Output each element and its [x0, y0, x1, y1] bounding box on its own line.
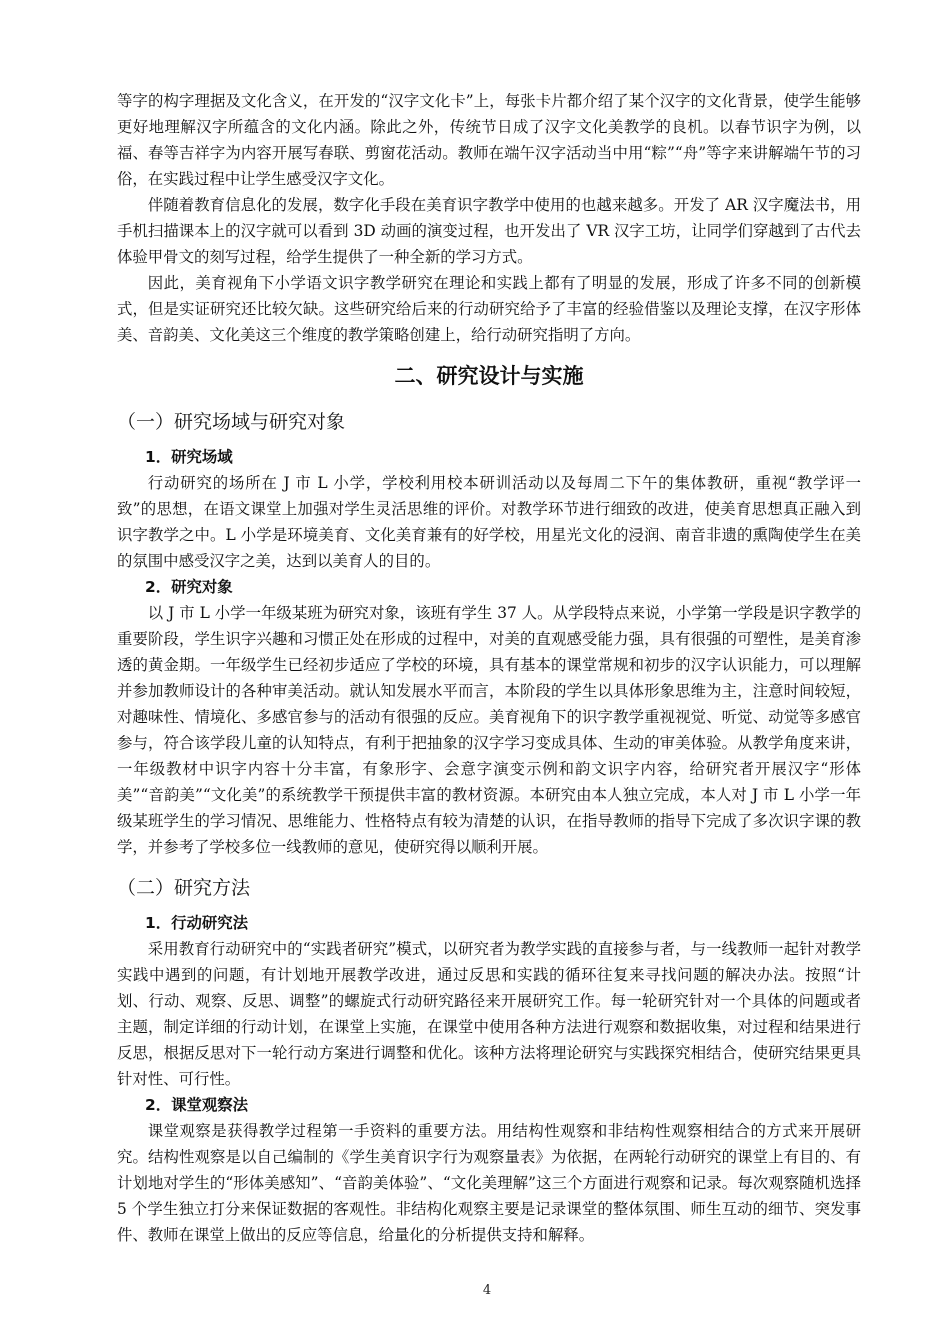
paragraph-cultural-cards: 等字的构字理据及文化含义，在开发的“汉字文化卡”上，每张卡片都介绍了某个汉字的文化背景，使学生能够更好地理解汉字所蕴含的文化内涵。除此之外，传统节日成了汉字文化美教学的良机。以春节识字为例，以福、春等吉祥字为内容开展写春联、剪窗花活动。教师在端午汉字活动当中用“粽”“舟”等字来讲解端午节的习俗，在实践过程中让学生感受汉字文化。 [117, 92, 861, 188]
subsection-title-methods: （二）研究方法 [117, 877, 251, 899]
section-title: 二、研究设计与实施 [394, 364, 584, 388]
item-title-research-field: 1．研究场域 [145, 448, 233, 466]
paragraph-digital-means: 伴随着教育信息化的发展，数字化手段在美育识字教学中使用的也越来越多。开发了 AR 汉字魔法书，用手机扫描课本上的汉字就可以看到 3D 动画的演变过程，也开发出了 VR 汉字工坊，让同学们穿越到了古代去体验甲骨文的刻写过程，给学生提供了一种全新的学习方式。 [117, 196, 861, 266]
paragraph-action-research: 采用教育行动研究中的“实践者研究”模式，以研究者为教学实践的直接参与者，与一线教师一起针对教学实践中遇到的问题，有计划地开展教学改进，通过反思和实践的循环往复来寻找问题的解决办法。按照“计划、行动、观察、反思、调整”的螺旋式行动研究路径来开展研究工作。每一轮研究针对一个具体的问题或者主题，制定详细的行动计划，在课堂上实施，在课堂中使用各种方法进行观察和数据收集，对过程和结果进行反思，根据反思对下一轮行动方案进行调整和优化。该种方法将理论研究与实践探究相结合，使研究结果更具针对性、可行性。 [117, 940, 861, 1088]
item-title-research-subjects: 2．研究对象 [145, 578, 233, 596]
paragraph-classroom-observation: 课堂观察是获得教学过程第一手资料的重要方法。用结构性观察和非结构性观察相结合的方式来开展研究。结构性观察是以自己编制的《学生美育识字行为观察量表》为依据，在两轮行动研究的课堂上有目的、有计划地对学生的“形体美感知”、“音韵美体验”、“文化美理解”这三个方面进行观察和记录。每次观察随机选择 5 个学生独立打分来保证数据的客观性。非结构化观察主要是记录课堂的整体氛围、师生互动的细节、突发事件、教师在课堂上做出的反应等信息，给量化的分析提供支持和解释。 [117, 1122, 861, 1244]
subsection-title-field-and-subjects: （一）研究场域与研究对象 [117, 411, 346, 433]
item-title-action-research: 1．行动研究法 [145, 914, 249, 932]
item-title-classroom-observation: 2．课堂观察法 [145, 1096, 249, 1114]
paragraph-research-field: 行动研究的场所在 J 市 L 小学，学校利用校本研训活动以及每周二下午的集体教研，重视“教学评一致”的思想，在语文课堂上加强对学生灵活思维的评价。对教学环节进行细致的改进，使美育思想真正融入到识字教学之中。L 小学是环境美育、文化美育兼有的好学校，用星光文化的浸润、南音非遗的熏陶使学生在美的氛围中感受汉字之美，达到以美育人的目的。 [117, 474, 861, 570]
paragraph-research-subjects: 以 J 市 L 小学一年级某班为研究对象，该班有学生 37 人。从学段特点来说，小学第一学段是识字教学的重要阶段，学生识字兴趣和习惯正处在形成的过程中，对美的直观感受能力强，具有很强的可塑性，是美育渗透的黄金期。一年级学生已经初步适应了学校的环境，具有基本的课堂常规和初步的汉字认识能力，可以理解并参加教师设计的各种审美活动。就认知发展水平而言，本阶段的学生以具体形象思维为主，注意时间较短，对趣味性、情境化、多感官参与的活动有很强的反应。美育视角下的识字教学重视视觉、听觉、动觉等多感官参与，符合该学段儿童的认知特点，有利于把抽象的汉字学习变成具体、生动的审美体验。从教学角度来讲，一年级教材中识字内容十分丰富，有象形字、会意字演变示例和韵文识字内容，给研究者开展汉字“形体美”“音韵美”“文化美”的系统教学干预提供丰富的教材资源。本研究由本人独立完成，本人对 J 市 L 小学一年级某班学生的学习情况、思维能力、性格特点有较为清楚的认识，在指导教师的指导下完成了多次识字课的教学，并参考了学校多位一线教师的意见，使研究得以顺利开展。 [117, 604, 861, 856]
page-number: 4 [482, 1283, 492, 1298]
page-content [117, 88, 861, 1248]
paragraph-summary: 因此，美育视角下小学语文识字教学研究在理论和实践上都有了明显的发展，形成了许多不同的创新模式，但是实证研究还比较欠缺。这些研究给后来的行动研究给予了丰富的经验借鉴以及理论支撑，在汉字形体美、音韵美、文化美这三个维度的教学策略创建上，给行动研究指明了方向。 [117, 274, 861, 344]
